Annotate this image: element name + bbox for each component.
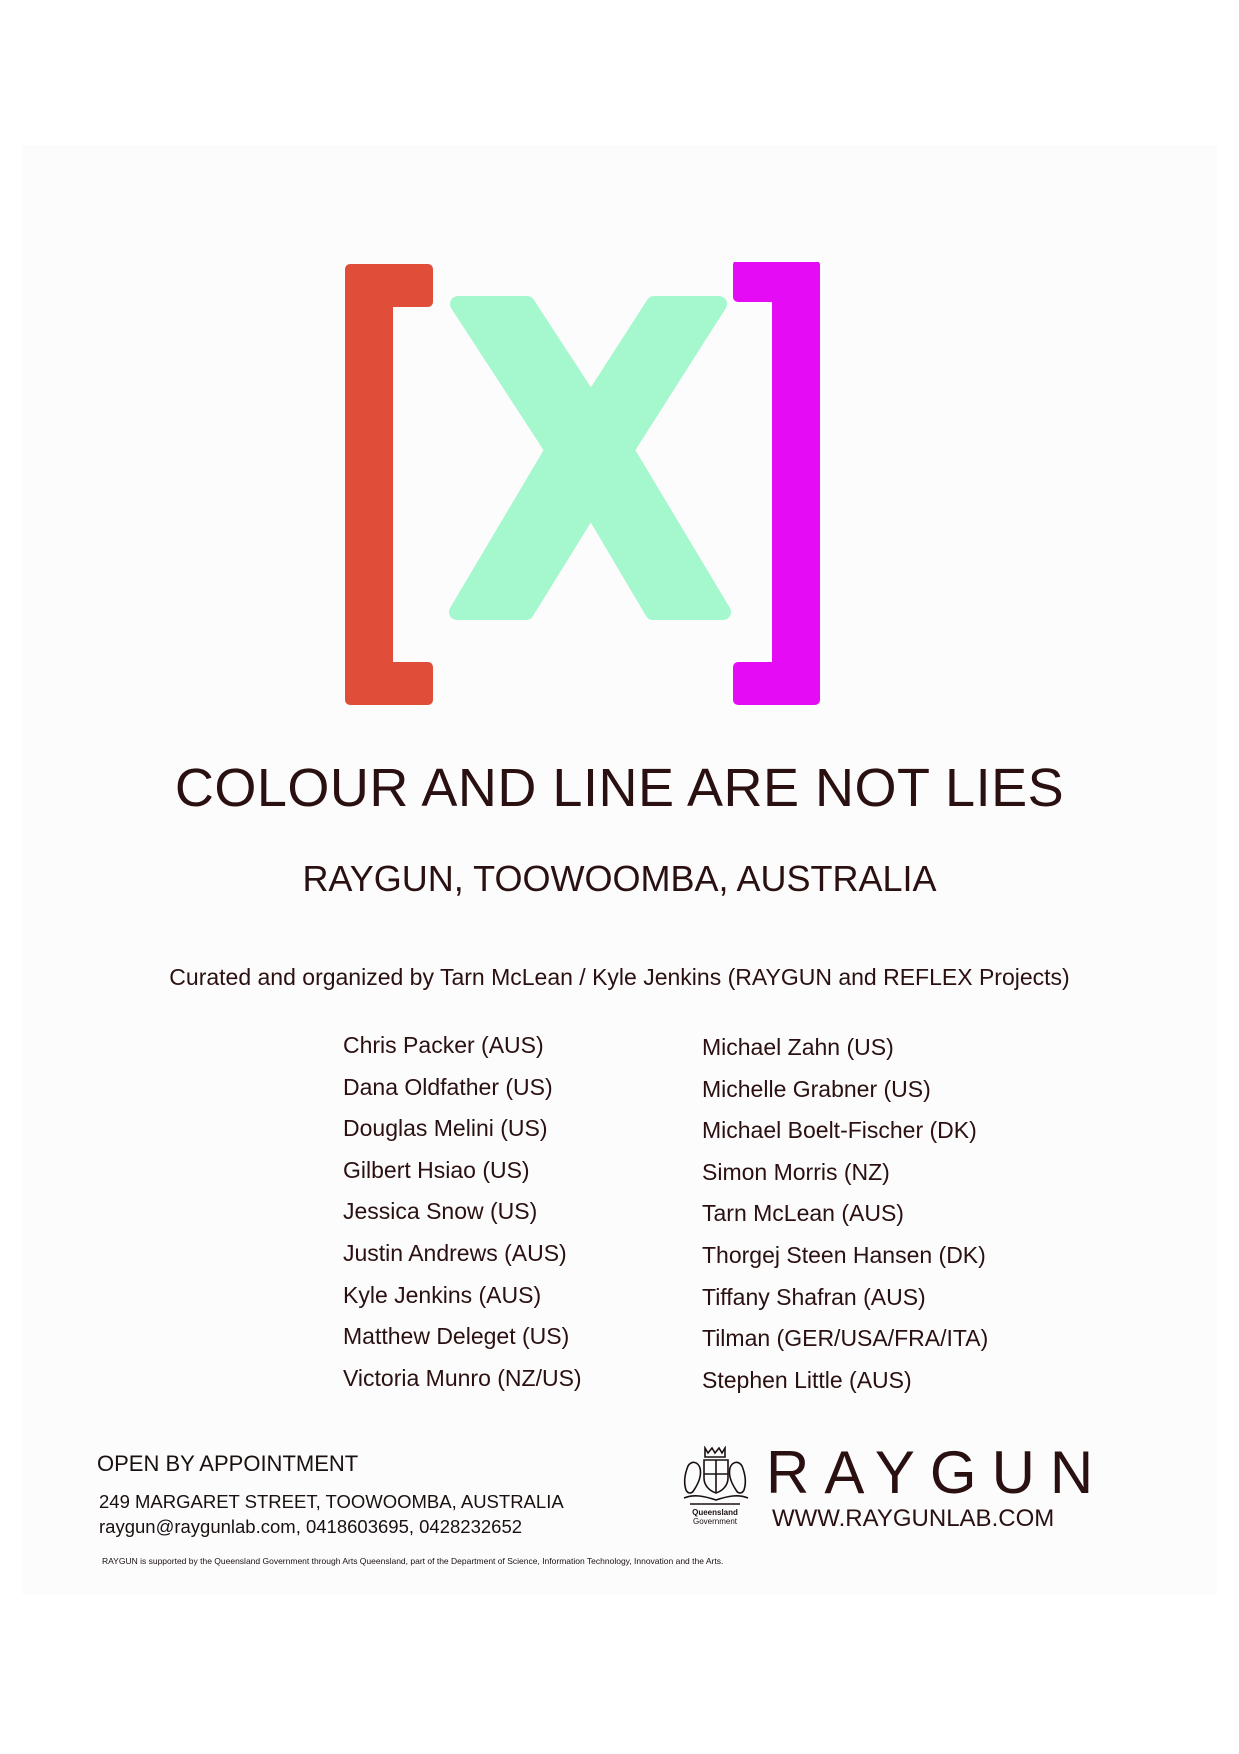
right-bracket-shape [738,265,815,700]
curator-line: Curated and organized by Tarn McLean / Kyle Jenkins (RAYGUN and REFLEX Projects) [169,964,1070,990]
artist-list-right [702,1027,988,1401]
crest-label-queensland: Queensland [692,1508,738,1517]
coat-of-arms-icon [680,1446,750,1508]
artist-item: Tiffany Shafran (AUS) [702,1283,926,1310]
gallery-contact: raygun@raygunlab.com, 0418603695, 0428232652 [99,1516,523,1537]
left-bracket-shape [350,269,428,700]
artist-item: Douglas Melini (US) [343,1115,548,1142]
website-link[interactable]: WWW.RAYGUNLAB.COM [772,1505,1055,1532]
artist-item: Michelle Grabner (US) [702,1075,931,1102]
artist-item: Jessica Snow (US) [343,1198,538,1225]
gallery-address: 249 MARGARET STREET, TOOWOOMBA, AUSTRALIA [99,1491,564,1512]
artist-item: Gilbert Hsiao (US) [343,1156,530,1183]
artist-list-left [343,1025,582,1399]
funding-note: RAYGUN is supported by the Queensland Government through Arts Queensland, part of the Department of Science, Information Technology, Innovation and the Arts. [102,1556,724,1566]
bracket-x-logo [340,262,900,707]
x-letter-shape [457,304,723,612]
artist-item: Stephen Little (AUS) [702,1366,912,1393]
artist-item: Matthew Deleget (US) [343,1323,570,1350]
open-by-appointment: OPEN BY APPOINTMENT [97,1451,359,1476]
artist-item: Kyle Jenkins (AUS) [343,1281,542,1308]
artist-item: Chris Packer (AUS) [343,1032,544,1058]
artist-item: Simon Morris (NZ) [702,1158,890,1185]
crest-label-government: Government [692,1517,738,1526]
artist-item: Thorgej Steen Hansen (DK) [702,1241,986,1268]
raygun-wordmark: RAYGUN [766,1439,1109,1506]
exhibition-location: RAYGUN, TOOWOOMBA, AUSTRALIA [302,858,937,899]
artist-item: Michael Boelt-Fischer (DK) [702,1117,977,1144]
artist-item: Tilman (GER/USA/FRA/ITA) [702,1325,989,1352]
artist-item: Victoria Munro (NZ/US) [343,1364,582,1391]
exhibition-title: COLOUR AND LINE ARE NOT LIES [174,758,1065,818]
artist-item: Michael Zahn (US) [702,1034,894,1060]
artist-item: Justin Andrews (AUS) [343,1239,567,1266]
artist-item: Dana Oldfather (US) [343,1073,553,1100]
artist-item: Tarn McLean (AUS) [702,1200,904,1227]
queensland-government-logo [680,1446,750,1528]
